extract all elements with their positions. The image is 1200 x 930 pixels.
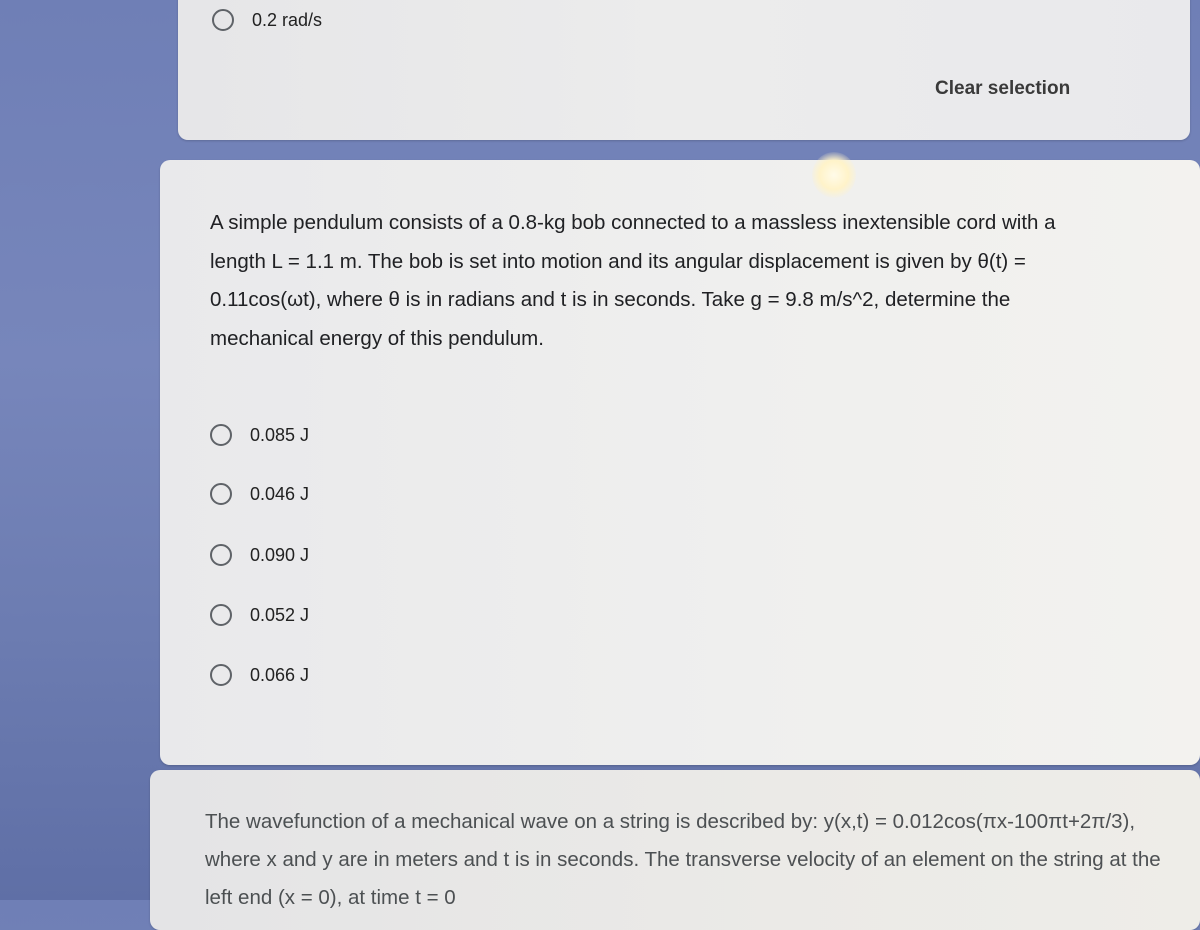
radio-button[interactable] [210,544,232,566]
next-question-text: The wavefunction of a mechanical wave on a string is described by: y(x,t) = 0.012cos(πx-100πt+2π/3), where x and y are in meters and t is in seconds. The transverse velocity of an element on the string at the left end (x = 0), at time t = 0 [205,810,1161,909]
question-text: A simple pendulum consists of a 0.8-kg bob connected to a massless inextensible cord with a length L = 1.1 m. The bob is set into motion and its angular displacement is given by θ(t) = 0.11cos(ωt), where θ is in radians and t is in seconds. Take g = 9.8 m/s^2, determine the mechanical energy of this pendulum. [210,211,1056,350]
radio-button[interactable] [210,664,232,686]
option-label: 0.046 J [250,483,310,504]
radio-button[interactable] [210,424,232,446]
option-label: 0.2 rad/s [252,9,323,30]
previous-option-0.2-rad-s[interactable] [212,9,322,31]
radio-button[interactable] [210,604,232,626]
answer-option-1[interactable] [210,424,309,446]
previous-question-card [178,0,1190,140]
radio-button[interactable] [212,9,234,31]
clear-selection-button[interactable]: Clear selection [935,78,1071,99]
option-label: 0.090 J [250,544,310,565]
answer-option-2[interactable] [210,483,309,505]
answer-option-3[interactable] [210,544,309,566]
option-label: 0.066 J [250,664,310,685]
answer-option-5[interactable] [210,664,309,686]
answer-option-4[interactable] [210,604,309,626]
option-label: 0.085 J [250,424,310,445]
light-glare [812,152,856,198]
radio-button[interactable] [210,483,232,505]
option-label: 0.052 J [250,604,310,625]
